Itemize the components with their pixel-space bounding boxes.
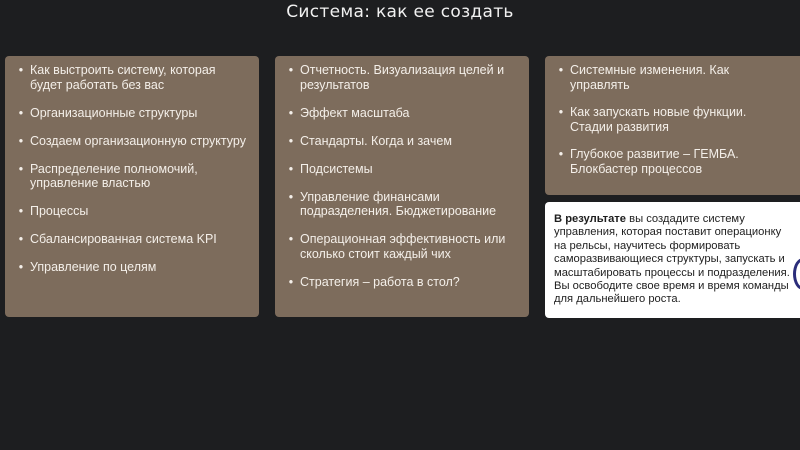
bullet-icon: • [288,133,294,148]
list-item [555,63,792,92]
list-item-text: Стандарты. Когда и зачем [300,133,452,148]
list-item [15,106,251,121]
list-item [555,105,792,134]
bullet-icon: • [288,189,294,204]
topics-card-2 [275,56,529,317]
list-item [285,275,521,290]
bullet-icon: • [288,232,294,246]
list-item [285,63,521,92]
list-item-text: Отчетность. Визуализация целей и результатов [300,63,505,92]
list-item [15,63,251,92]
topic-list [5,56,259,275]
result-lead: В результате [554,213,627,225]
list-item-text: Распределение полномочий, управление властью [30,161,198,190]
list-item-text: Процессы [30,204,89,218]
bullet-icon: • [18,133,24,148]
list-item-text: Как запускать новые функции. Стадии развития [570,105,747,134]
topics-card-1 [5,56,259,317]
list-item-text: Создаем организационную структуру [30,133,246,148]
bullet-icon: • [288,161,294,176]
topic-list [275,56,529,289]
bullet-icon: • [18,63,24,77]
list-item-text: Операционная эффективность или сколько стоит каждый чих [300,232,506,261]
bullet-icon: • [18,204,24,218]
result-card [545,202,800,318]
bullet-icon: • [558,63,564,77]
bullet-icon: • [558,147,564,161]
list-item [285,162,521,177]
list-item [285,232,521,261]
list-item [15,162,251,191]
list-item-text: Сбалансированная система KPI [30,232,217,246]
bullet-icon: • [18,105,24,120]
list-item-text: Управление финансами подразделения. Бюджетирование [300,189,497,218]
list-item-text: Эффект масштаба [300,105,410,120]
list-item-text: Подсистемы [300,161,373,176]
bullet-icon: • [18,232,24,246]
bullet-icon: • [18,161,24,176]
result-text: вы создадите систему управления, которая поставит операционку на рельсы, научитесь формировать саморазвивающиеся структуры, запускать и масштабировать процессы и подразделения. Вы освободите свое время и время команды для дальнейшего роста. [554,213,790,306]
list-item-text: Как выстроить систему, которая будет работать без вас [30,63,216,92]
list-item [15,134,251,149]
list-item-text: Организационные структуры [30,105,198,120]
list-item-text: Управление по целям [30,260,157,274]
list-item-text: Системные изменения. Как управлять [570,63,730,92]
list-item [285,190,521,219]
topics-card-3 [545,56,800,195]
list-item [15,260,251,275]
bullet-icon: • [288,105,294,120]
bullet-icon: • [288,63,294,77]
list-item [285,134,521,149]
page-title: Система: как ее создать [286,2,514,22]
list-item [15,204,251,219]
list-item [555,147,792,176]
list-item-text: Глубокое развитие – ГЕМБА. Блокбастер процессов [570,147,739,176]
list-item-text: Стратегия – работа в стол? [300,274,460,289]
list-item [15,232,251,247]
bullet-icon: • [288,274,294,289]
list-item [285,106,521,121]
topic-list [545,56,800,176]
bullet-icon: • [558,105,564,119]
bullet-icon: • [18,260,24,274]
